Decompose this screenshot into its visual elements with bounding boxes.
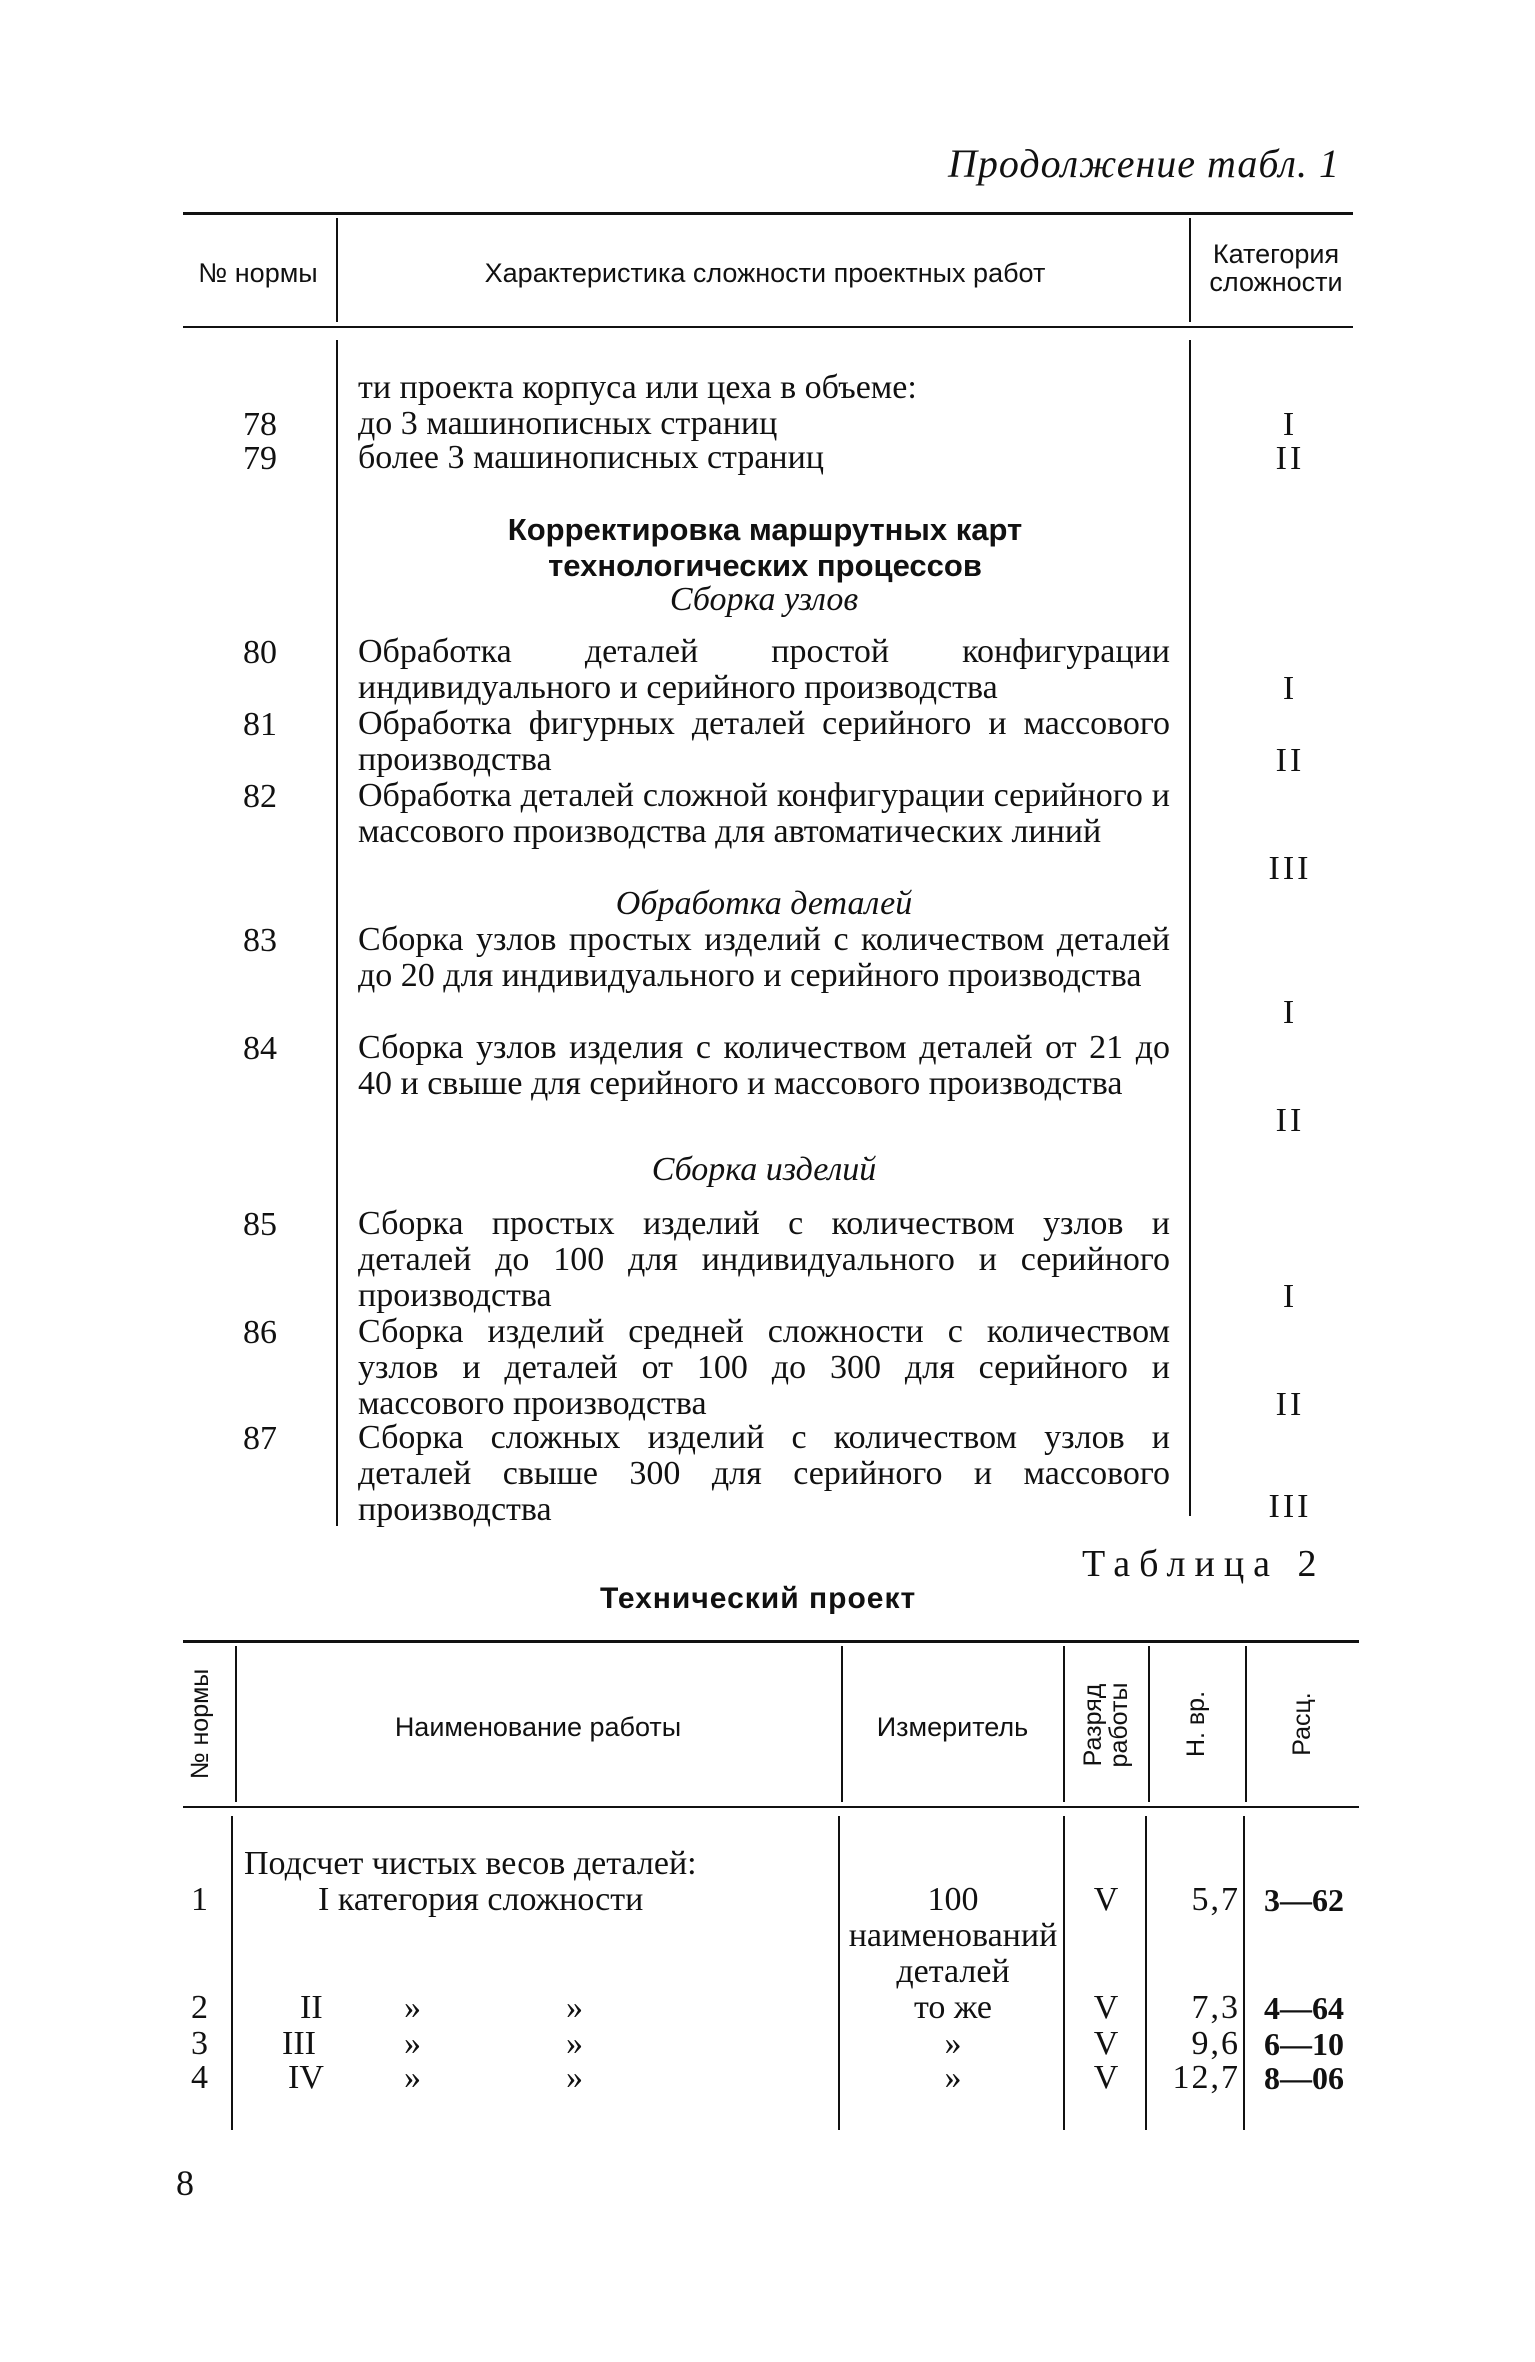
table-2-label: Таблица 2 [1082,1543,1326,1585]
t2-row-4-rate: 8—06 [1264,2060,1344,2096]
table-1-header-divider [336,218,338,322]
t2-row-4-unit: » [944,2059,962,2096]
row-87-text: Сборка сложных изделий с количеством узлов и деталей свыше 300 для серийного и массового производства [358,1419,1170,1528]
table-2-header-divider [235,1646,237,1802]
row-81-text: Обработка фигурных деталей серийного и массового производства [358,705,1170,778]
section-heading-2: Обработка деталей [615,885,913,922]
header-description: Характеристика сложности проектных работ [484,258,1046,288]
row-83-text: Сборка узлов простых изделий с количеством деталей до 20 для индивидуального и серийного производства [358,921,1170,994]
table-1-body-divider [1189,340,1191,1516]
t2-row-4-grade: V [1093,2059,1119,2096]
t2-row-2-rate: 4—64 [1264,1990,1344,2026]
table-1-top-rule [183,212,1353,215]
row-79-text: более 3 машинописных страниц [358,439,825,476]
row-82-text: Обработка деталей сложной конфигурации серийного и массового производства для автоматических линий [358,777,1170,850]
table-2-body-divider [1063,1816,1065,2130]
row-83-category: I [1282,994,1298,1031]
row-86-no: 86 [243,1314,277,1351]
table-2-header-divider [841,1646,843,1802]
table-2-body-divider [1243,1816,1245,2130]
section-heading-1: Сборка узлов [669,581,859,618]
row-86-text: Сборка изделий средней сложности с количеством узлов и деталей от 100 до 300 для серийного и массового производства [358,1313,1170,1422]
t2-row-3-unit: » [944,2025,962,2062]
row-81-category: II [1275,742,1305,779]
t2-header-unit: Измеритель [876,1712,1029,1742]
t2-row-1-grade: V [1093,1881,1119,1918]
table-2-body-divider [838,1816,840,2130]
t2-header-grade: Разряд работы [1079,1682,1133,1768]
row-87-category: III [1268,1488,1312,1525]
row-87-no: 87 [243,1420,277,1457]
t2-row-4-time: 12,7 [1172,2059,1240,2096]
table-2-body-divider [231,1816,233,2130]
t2-header-time: Н. вр. [1182,1690,1210,1758]
table-1-body-divider [336,340,338,1526]
row-82-category: III [1268,850,1312,887]
t2-row-3-no: 3 [191,2025,208,2062]
row-80-text: Обработка деталей простой конфигурации индивидуального и серийного производства [358,633,1170,706]
row-79-no: 79 [243,440,277,477]
t2-header-name: Наименование работы [394,1712,682,1742]
table-2-header-divider [1148,1646,1150,1802]
t2-row-1-rate: 3—62 [1264,1882,1344,1918]
table-2-title: Технический проект [600,1582,917,1615]
t2-row-2-name: II [300,1989,323,2026]
t2-row-3-ditto-1: » [404,2025,421,2062]
t2-row-1-time: 5,7 [1191,1881,1240,1918]
t2-row-1-name: I категория сложности [318,1881,644,1918]
row-79-category: II [1275,440,1305,477]
t2-row-3-name: III [282,2025,316,2062]
t2-row-3-ditto-2: » [566,2025,583,2062]
t2-intro: Подсчет чистых весов деталей: [244,1845,697,1882]
t2-row-3-rate: 6—10 [1264,2026,1344,2062]
row-85-text: Сборка простых изделий с количеством узлов и деталей до 100 для индивидуального и серийного производства [358,1205,1170,1314]
t2-row-2-unit: то же [913,1989,993,2026]
section-heading-bold: Корректировка маршрутных карт технологических процессов [507,512,1023,583]
t2-row-2-grade: V [1093,1989,1119,2026]
table-2-header-rule [183,1806,1359,1808]
page-number: 8 [176,2163,194,2203]
header-norm-no: № нормы [198,258,318,288]
t2-row-1-unit: 100 наименований деталей [848,1881,1058,1990]
row-85-no: 85 [243,1206,277,1243]
row-78-text: до 3 машинописных страниц [358,405,778,442]
row-80-no: 80 [243,634,277,671]
t2-header-norm-no: № нормы [186,1668,214,1780]
table-1-header-rule [183,326,1353,328]
row-84-text: Сборка узлов изделия с количеством деталей от 21 до 40 и свыше для серийного и массового производства [358,1029,1170,1102]
t2-row-2-time: 7,3 [1191,1989,1240,2026]
row-intro-text: ти проекта корпуса или цеха в объеме: [358,369,917,406]
t2-row-3-time: 9,6 [1191,2025,1240,2062]
t2-row-4-ditto-2: » [566,2059,583,2096]
t2-header-rate: Расц. [1288,1692,1316,1756]
continuation-label: Продолжение табл. 1 [947,141,1340,186]
row-81-no: 81 [243,706,277,743]
t2-row-4-no: 4 [191,2059,208,2096]
row-84-no: 84 [243,1030,277,1067]
row-83-no: 83 [243,922,277,959]
row-82-no: 82 [243,778,277,815]
t2-row-4-ditto-1: » [404,2059,421,2096]
t2-row-2-ditto-1: » [404,1989,421,2026]
row-86-category: II [1275,1386,1305,1423]
t2-row-2-ditto-2: » [566,1989,583,2026]
t2-row-2-no: 2 [191,1989,208,2026]
t2-row-1-no: 1 [191,1881,208,1918]
row-80-category: I [1282,670,1298,707]
row-78-category: I [1282,406,1298,443]
table-2-header-divider [1245,1646,1247,1802]
header-category: Категория сложности [1209,239,1343,297]
row-78-no: 78 [243,406,277,443]
t2-row-3-grade: V [1093,2025,1119,2062]
section-heading-3: Сборка изделий [651,1151,877,1188]
table-1-header-divider [1189,218,1191,322]
row-85-category: I [1282,1278,1298,1315]
t2-row-4-name: IV [288,2059,324,2096]
table-2-header-divider [1063,1646,1065,1802]
table-2-top-rule [183,1640,1359,1643]
row-84-category: II [1275,1102,1305,1139]
